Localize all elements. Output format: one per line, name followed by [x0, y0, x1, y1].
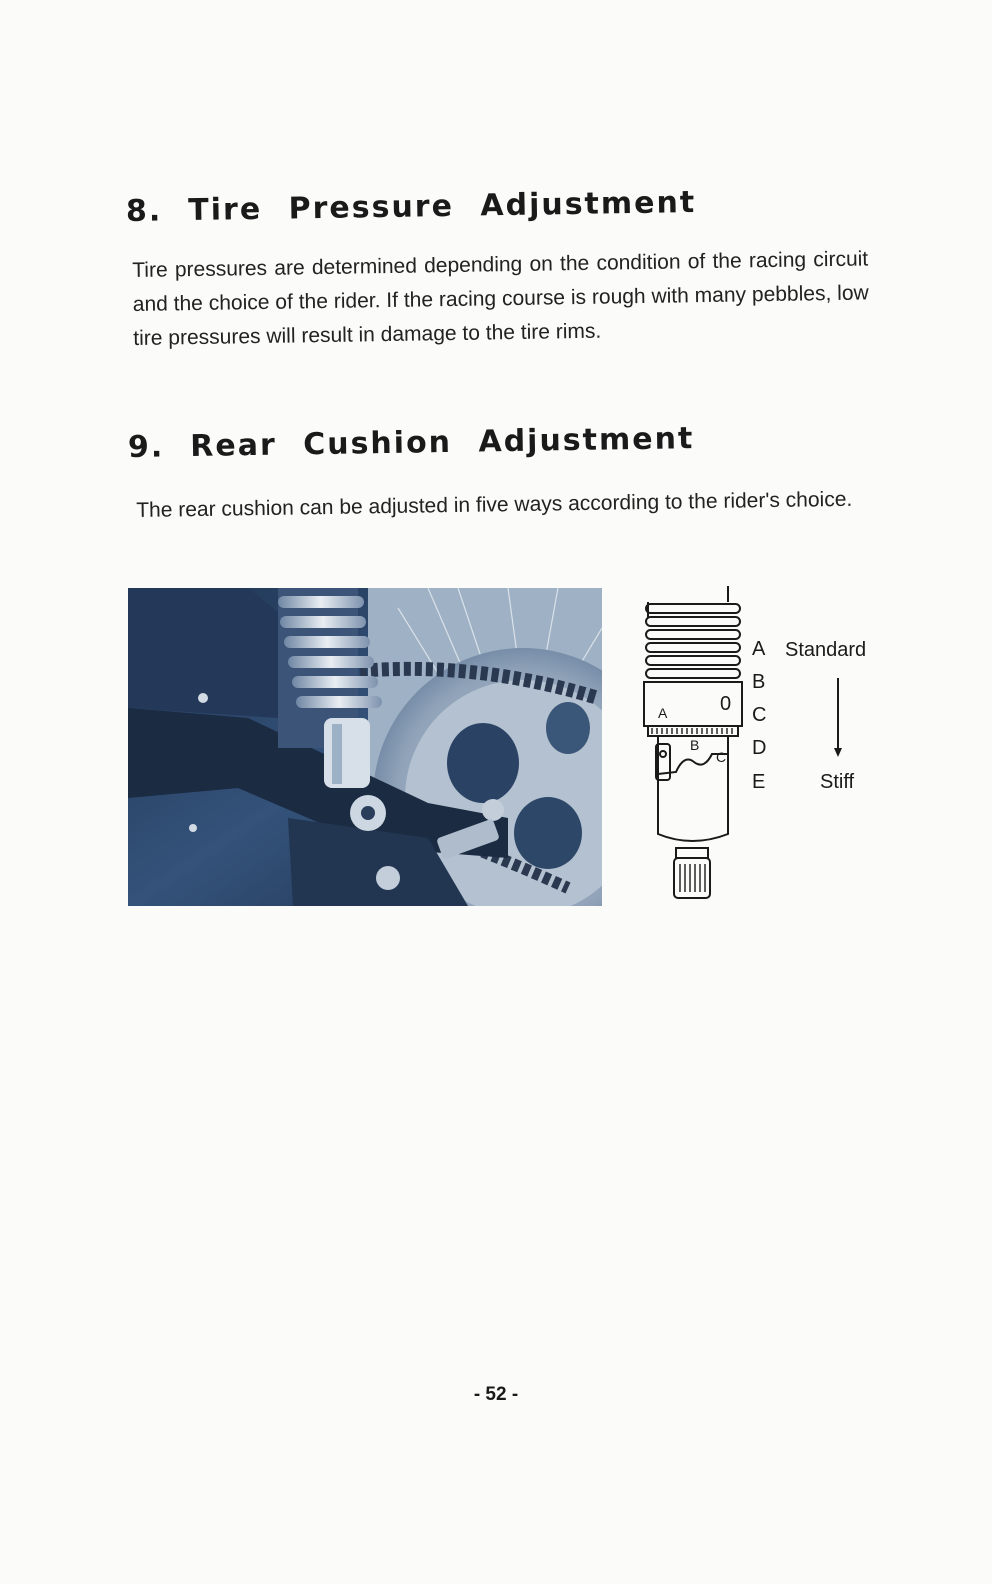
- tire-pressure-paragraph: Tire pressures are determined depending on the condition of the racing circuit and the choice of the rider. If the racing course is rough with many pebbles, low tire pressures will result in damage to the tire rims.: [132, 247, 869, 350]
- section-number: 8.: [125, 193, 163, 229]
- section-number: 9.: [127, 429, 165, 465]
- shock-adjuster-diagram: [632, 586, 752, 906]
- rear-shock-photo: [128, 588, 602, 906]
- section-heading-rear-cushion: [128, 421, 695, 465]
- collar-label-a: A: [658, 705, 668, 721]
- section-heading-tire-pressure: [126, 185, 697, 229]
- position-label-e: E: [752, 771, 766, 793]
- down-arrow-icon: [830, 678, 846, 758]
- page-number: - 52 -: [473, 1384, 519, 1405]
- position-label-c: C: [752, 704, 767, 726]
- stiff-label: Stiff: [820, 771, 855, 793]
- collar-label-zero: 0: [720, 693, 732, 715]
- section-title: Tire Pressure Adjustment: [187, 185, 697, 229]
- collar-label-b: B: [690, 737, 700, 753]
- position-label-b: B: [752, 671, 766, 693]
- position-label-a: A: [752, 638, 766, 660]
- rear-cushion-paragraph: The rear cushion can be adjusted in five ways according to the rider's choice.: [136, 487, 853, 522]
- collar-label-c: C: [716, 749, 727, 765]
- position-label-d: D: [752, 737, 767, 759]
- section-title: Rear Cushion Adjustment: [189, 421, 695, 465]
- standard-label: Standard: [785, 639, 867, 661]
